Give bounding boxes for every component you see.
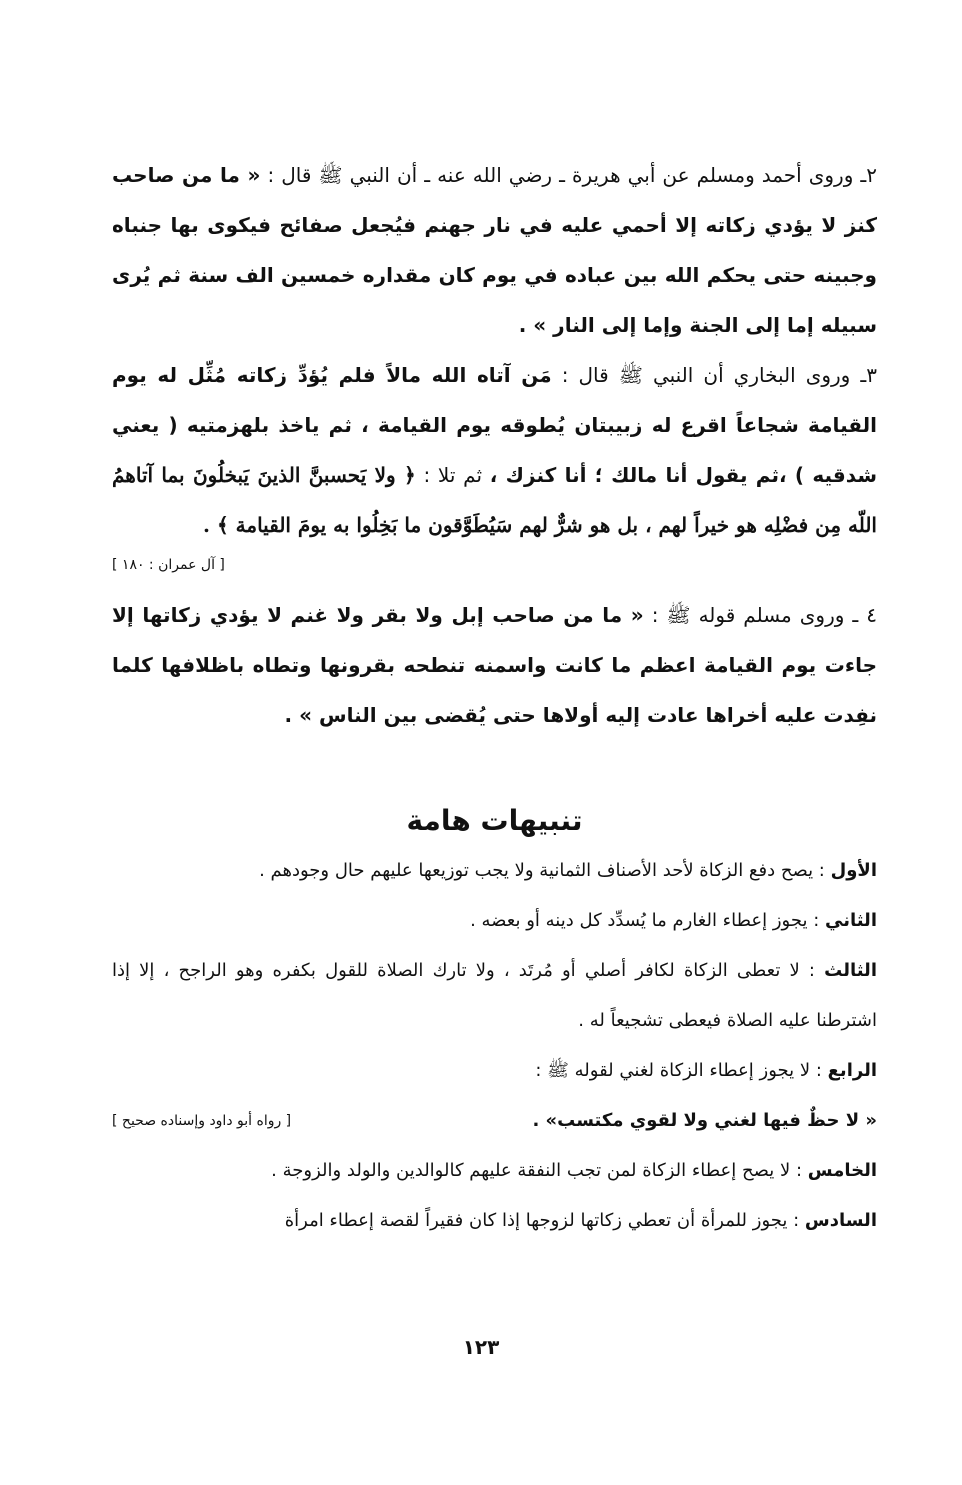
note-text: : يجوز للمرأة أن تعطي زكاتها لزوجها إذا كان فقيراً لقصة إعطاء امرأة — [284, 1210, 805, 1231]
hadith-5-reference: [ رواه أبو داود وإسناده صحيح ] — [112, 1113, 292, 1129]
verse-reference: [ آل عمران : ١٨٠ ] — [112, 557, 225, 573]
note-2 — [112, 896, 877, 946]
note-label: السادس — [804, 1210, 877, 1231]
note-6 — [112, 1196, 877, 1246]
hadith-3-intro: ٣ـ وروى البخاري أن النبي ﷺ قال : — [551, 363, 877, 387]
hadith-2 — [112, 150, 877, 350]
page-number: ١٢٣ — [462, 1335, 500, 1359]
hadith-4 — [112, 590, 877, 740]
hadith-2-text: « ما من صاحب كنز لا يؤدي زكاته إلا أحمي عليه في نار جهنم فيُجعل صفائح فيكوى بها جنباه وجبينه حتى يحكم الله بين عباده في يوم كان مقداره خمسين الف سنة ثم يُرى سبيله إما إلى الجنة وإما إلى النار » . — [112, 163, 877, 337]
hadith-3-tail: ثم تلا : — [415, 463, 490, 487]
note-4 — [112, 1046, 877, 1096]
note-3 — [112, 946, 877, 1046]
note-text: : لا يجوز إعطاء الزكاة لغني لقوله ﷺ : — [535, 1060, 828, 1081]
section-heading: تنبيهات هامة — [406, 804, 583, 837]
note-5 — [112, 1146, 877, 1196]
hadith-5 — [112, 1096, 877, 1146]
page-body — [112, 150, 877, 1246]
note-1 — [112, 846, 877, 896]
note-text: : يصح دفع الزكاة لأحد الأصناف الثمانية ولا يجب توزيعها عليهم حال وجودهم . — [259, 860, 831, 881]
hadith-2-intro: ٢ـ وروى أحمد ومسلم عن أبي هريرة ـ رضي الله عنه ـ أن النبي ﷺ قال : — [260, 163, 877, 187]
hadith-3-text: مَن آتاه الله مالاً فلم يُؤدِّ زكاته مُثِّل له يوم القيامة شجاعاً اقرع له زبيبتان يُطوقه يوم القيامة ، ثم ياخذ بلهزمتيه ( يعني شدقيه ) ،ثم يقول أنا مالك ؛ أنا كنزك ، — [112, 363, 877, 487]
hadith-4-intro: ٤ ـ وروى مسلم قوله ﷺ : — [643, 603, 877, 627]
note-text: : يجوز إعطاء الغارم ما يُسدِّد كل دينه أو بعضه . — [470, 910, 825, 931]
note-text: : لا يصح إعطاء الزكاة لمن تجب النفقة عليهم كالوالدين والولد والزوجة . — [271, 1160, 808, 1181]
note-label: الرابع — [827, 1060, 877, 1081]
note-label: الثالث — [824, 960, 877, 981]
hadith-4-text: « ما من صاحب إبل ولا بقر ولا غنم لا يؤدي زكاتها إلا جاءت يوم القيامة اعظم ما كانت واسمنه تنطحه بقرونها وتطاه باظلافها كلما نفِدت عليه أخراها عادت إليه أولاها حتى يُقضى بين الناس » . — [112, 603, 877, 727]
note-label: الثاني — [824, 910, 877, 931]
quran-verse: ﴿ ولا يَحسبنَّ الذينَ يَبخلُونَ بما آتاهمُ اللّه مِن فضْلِه هو خيراً لهم ، بل هو شرٌّ لهم سَيُطَوَّقون ما بَخِلُوا به يومَ القيامة ﴾ . — [112, 463, 877, 537]
hadith-5-text: « لا حظٌ فيها لغني ولا لقوي مكتسب» . — [532, 1110, 877, 1131]
note-label: الأول — [830, 860, 877, 881]
note-label: الخامس — [807, 1160, 877, 1181]
hadith-3 — [112, 350, 877, 550]
note-text: : لا تعطى الزكاة لكافر أصلي أو مُرتَد ، ولا تارك الصلاة للقول بكفره وهو الراجح ، إلا إذا اشترطنا عليه الصلاة فيعطى تشجيعاً له . — [112, 960, 877, 1031]
